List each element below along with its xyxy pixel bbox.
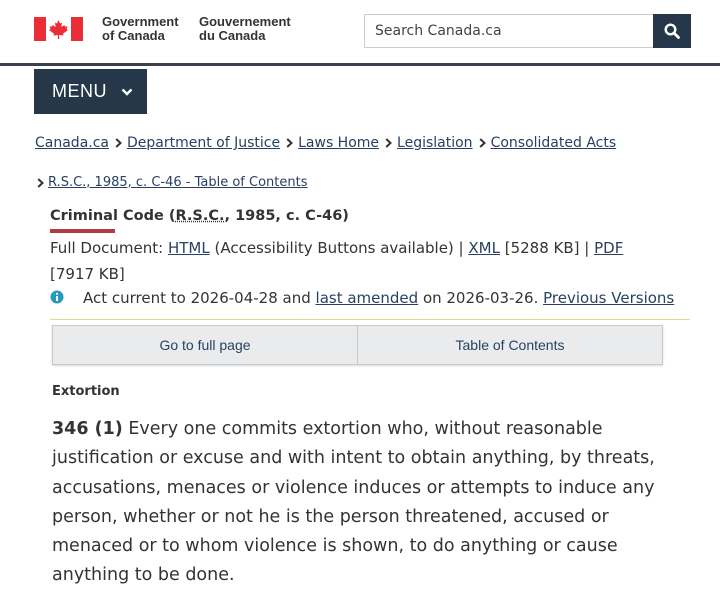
breadcrumb-laws-home[interactable]: Laws Home xyxy=(298,135,380,151)
chevron-right-icon xyxy=(286,138,293,148)
currency-text xyxy=(83,286,674,310)
gov-fr-line1: Gouvernement xyxy=(199,14,291,29)
government-of-canada-wordmark[interactable] xyxy=(102,15,179,43)
section-heading: Extortion xyxy=(52,384,120,399)
search-button[interactable] xyxy=(653,14,691,48)
canada-flag-icon[interactable] xyxy=(34,17,83,41)
table-of-contents-button[interactable]: Table of Contents xyxy=(357,326,662,364)
section-number: 346 (1) xyxy=(52,419,123,439)
breadcrumb xyxy=(35,135,616,151)
xml-link[interactable]: XML xyxy=(468,239,500,257)
xml-size: [5288 KB] | xyxy=(499,239,595,257)
site-header xyxy=(0,0,720,66)
section-paragraph xyxy=(52,415,672,591)
breadcrumb-legislation[interactable]: Legislation xyxy=(397,135,473,151)
previous-versions-link[interactable]: Previous Versions xyxy=(543,289,675,307)
title-name: Criminal Code ( xyxy=(50,208,176,224)
pdf-link[interactable]: PDF xyxy=(594,239,624,257)
page-title xyxy=(50,208,349,224)
full-document-label: Full Document: xyxy=(50,239,168,257)
menu-button[interactable] xyxy=(34,69,147,114)
title-underline xyxy=(50,229,115,233)
info-icon xyxy=(50,290,64,304)
last-amended-link[interactable]: last amended xyxy=(315,289,419,307)
chevron-right-icon xyxy=(37,178,44,188)
breadcrumb-consolidated-acts[interactable]: Consolidated Acts xyxy=(490,135,617,151)
chevron-right-icon xyxy=(385,138,392,148)
page-tabs xyxy=(52,325,663,365)
gov-en-line1: Government xyxy=(102,14,179,29)
currency-middle: on 2026-03-26. xyxy=(418,289,544,307)
full-document-line xyxy=(50,235,680,287)
chevron-right-icon xyxy=(115,138,122,148)
chevron-right-icon xyxy=(479,138,486,148)
magnifier-icon xyxy=(664,23,680,39)
pdf-size: [7917 KB] xyxy=(50,265,125,283)
title-rest: , 1985, c. C-46) xyxy=(224,208,349,224)
breadcrumb-canada[interactable]: Canada.ca xyxy=(35,135,109,151)
section-text: Every one commits extortion who, without reasonable justification or excuse and with intent to obtain anything, by threats, accusations, menaces or violence induces or attempts to induce any person, whether or not he is the person threatened, accused or menaced or to whom violence is shown, to do anything or cause anything to be done. xyxy=(52,419,655,586)
menu-label: MENU xyxy=(52,81,107,101)
search-input[interactable] xyxy=(364,14,654,48)
gov-en-line2: of Canada xyxy=(102,28,165,43)
chevron-down-icon xyxy=(121,88,133,96)
breadcrumb-justice[interactable]: Department of Justice xyxy=(127,135,281,151)
title-abbr: R.S.C. xyxy=(175,208,225,224)
gouvernement-du-canada-wordmark[interactable] xyxy=(199,15,291,43)
html-note: (Accessibility Buttons available) | xyxy=(209,239,469,257)
go-to-full-page-button[interactable]: Go to full page xyxy=(53,326,357,364)
table-of-contents-crumb[interactable]: R.S.C., 1985, c. C-46 - Table of Contents xyxy=(48,175,308,190)
gov-fr-line2: du Canada xyxy=(199,28,266,43)
sub-breadcrumb xyxy=(37,175,307,190)
currency-prefix: Act current to 2026-04-28 and xyxy=(83,289,316,307)
currency-notice xyxy=(50,286,690,320)
html-link[interactable]: HTML xyxy=(167,239,210,257)
